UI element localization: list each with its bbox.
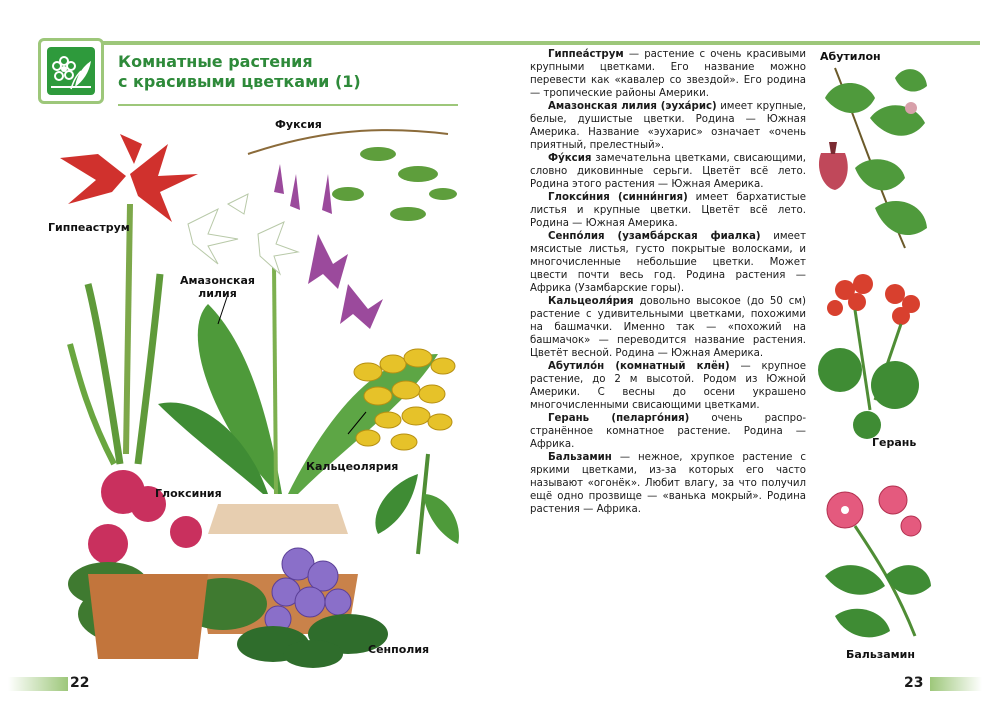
term: Гиппеа́струм <box>548 49 624 60</box>
term: Кальцеоля́рия <box>548 296 634 307</box>
para-text: имеет бархатистые листья и крупные цветки. Цветёт всё лето. Родина — Южная Америка. <box>530 192 806 229</box>
paragraph <box>530 451 806 516</box>
title-rule <box>118 104 458 106</box>
footer-bar-right <box>930 677 982 691</box>
flower-leaf-icon <box>47 47 95 95</box>
para-text: — нежное, хрупкое растение с яркими цветками, из-за которых его часто называют «огонёк». Любит влагу, за что получил ещё одно прозвище — «ванька мокрый». Родина растения — Африка. <box>530 452 806 515</box>
top-rule <box>96 41 980 45</box>
page-title: Комнатные растения с красивыми цветками (1) <box>118 52 361 91</box>
para-text: — крупное растение, до 2 м высотой. Родом из Южной Америки. С весны до осени украшено многочисленными свисающими цветками. <box>530 361 806 411</box>
label-fuksiya: Фуксия <box>275 118 322 131</box>
section-logo <box>38 38 104 104</box>
para-text: замечательна цветками, свисающими, словно диковинные серьги. Цветёт всё лето. Родина этого растения — Южная Америка. <box>530 153 806 190</box>
footer-bar-left <box>8 677 68 691</box>
term: Глокси́ния (синни́нгия) <box>548 192 688 203</box>
para-text: очень распространённое комнатное растение. Родина — Африка. <box>530 413 806 450</box>
paragraph <box>530 152 806 191</box>
para-text: имеет крупные, белые, душистые цветки. Родина — Южная Америка. Название «эухарис» означает «очень приятный, прелестный». <box>530 101 806 151</box>
label-balzamin: Бальзамин <box>846 648 915 661</box>
term: Сенпо́лия (узамба́рская фиалка) <box>548 231 761 242</box>
term: Амазонская лилия (эуха́рис) <box>548 101 717 112</box>
label-senpoliya: Сенполия <box>368 643 430 656</box>
balzamin-illustration <box>815 486 935 646</box>
label-kaltseolyariya: Кальцеолярия <box>306 460 399 473</box>
label-amazonskaya-liliya: Амазонская лилия <box>180 274 255 300</box>
term: Бальзамин <box>548 452 612 463</box>
paragraph <box>530 295 806 360</box>
paragraph <box>530 360 806 412</box>
para-text: имеет мясистые листья, густо покрытые волосками, и многочисленные небольшие цветки. Может цвести почти весь год. Родина растения — Африка (Узамбарские горы). <box>530 231 807 294</box>
term: Абутило́н (комнатный клён) <box>548 361 730 372</box>
text-column <box>530 48 806 516</box>
para-text: довольно высокое (до 50 см) растение с удивительными цветками, похожими на башмачки. Именно так — «похожий на башмачок» — переводится название растения. Цветёт весной. Родина — Южная Америка. <box>530 296 806 359</box>
para-text: — растение с очень красивыми крупными цветками. Его название можно перевести как «кавалер со звездой». Его родина — тропические районы Америки. <box>530 49 806 99</box>
paragraph <box>530 412 806 451</box>
paragraph <box>530 230 806 295</box>
term: Фу́ксия <box>548 153 592 164</box>
label-gippeastrum: Гиппеаструм <box>48 221 130 234</box>
label-geran: Герань <box>872 436 917 449</box>
plants-illustration <box>48 114 468 674</box>
paragraph <box>530 191 806 230</box>
abutilon-illustration <box>815 58 935 258</box>
geran-illustration <box>815 270 935 440</box>
page-number-left: 22 <box>70 675 90 691</box>
label-abutilon: Абутилон <box>820 50 881 63</box>
paragraph <box>530 48 806 100</box>
term: Герань (пеларго́ния) <box>548 413 690 424</box>
page-number-right: 23 <box>904 675 924 691</box>
label-gloksiniya: Глоксиния <box>155 487 222 500</box>
paragraph <box>530 100 806 152</box>
